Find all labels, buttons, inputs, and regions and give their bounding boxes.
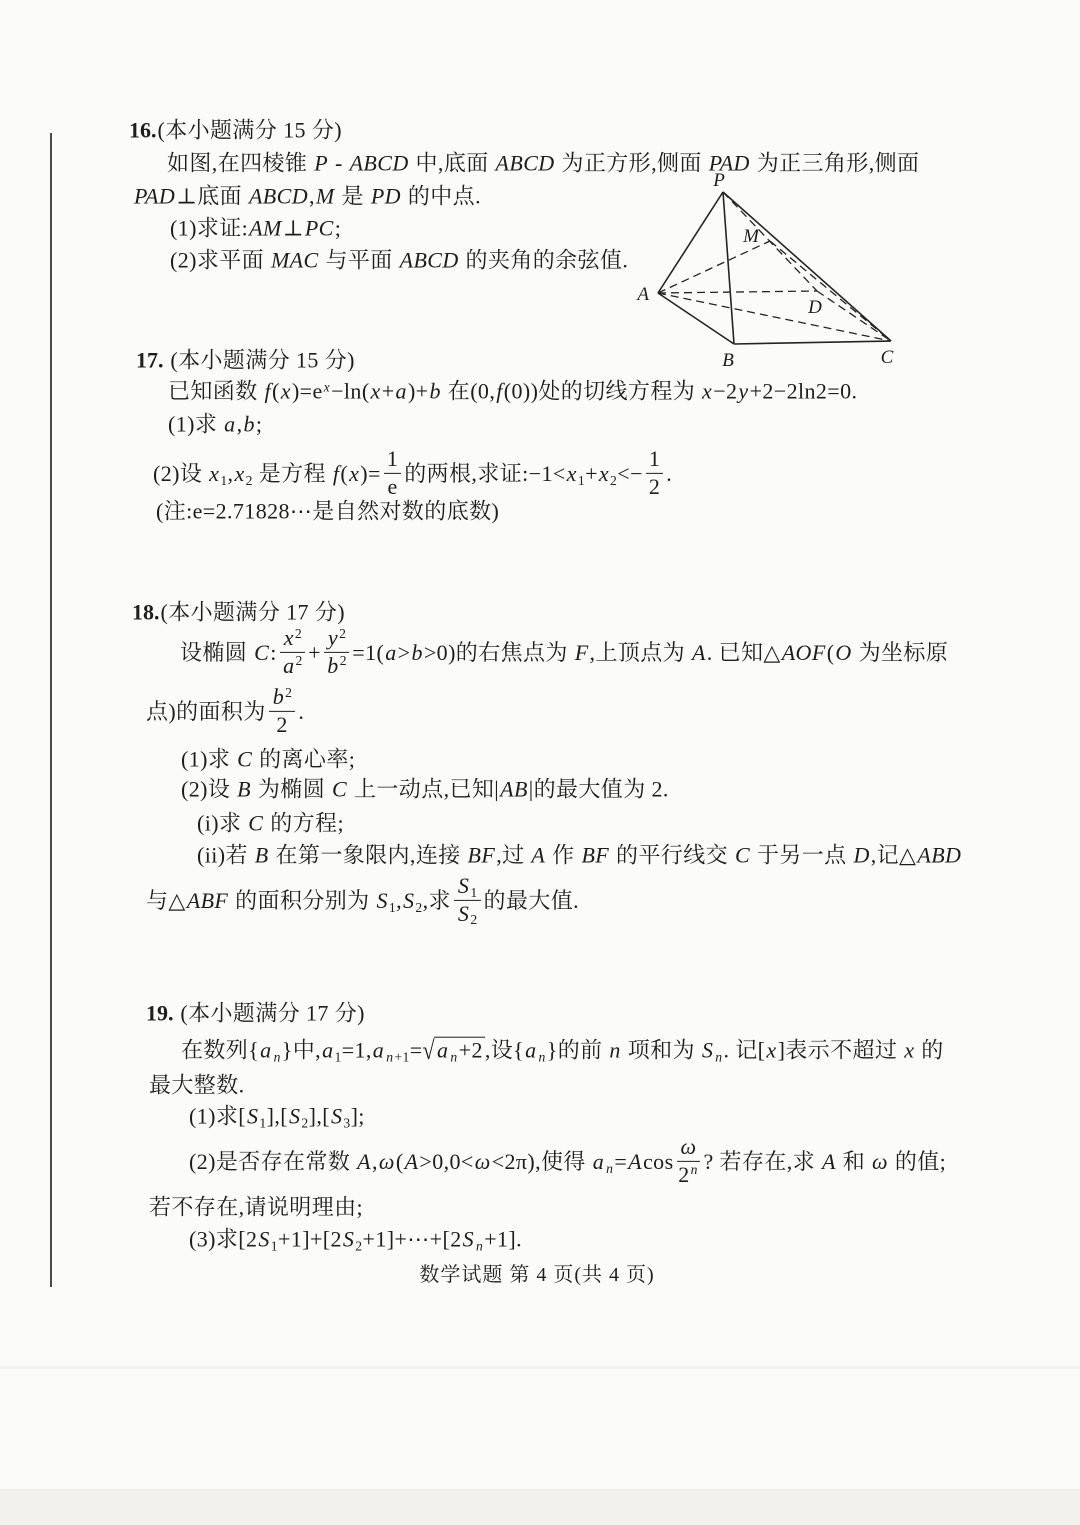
problem-18-part-2i: (i)求 C 的方程; [197,810,344,836]
problem-17-part-2: (2)设 $x_1,x_2$ 是方程 f(x)= $\frac{1}{e}$ 的两根,求证$:-1<x_1+x_2<-$ $\frac{1}{2}$ . [153,445,673,499]
problem-19-title: (本小题满分 17 分) [174,1000,365,1026]
problem-19-header [146,1000,365,1029]
problem-16-part-1: (1)求证:AM⊥PC; [170,215,342,241]
problem-18-part-2ii: (ii)若 B 在第一象限内,连接 BF,过 A 作 BF 的平行线交 C 于另一点 D,记△ABD [197,842,962,868]
vertex-label-d: D [808,297,822,318]
vertex-label-a: A [637,284,649,305]
problem-17-part-1: (1)求 a,b; [168,411,263,437]
solid-edges [658,192,891,344]
problem-17-title: (本小题满分 15 分) [164,347,355,373]
problem-16-line-2: PAD⊥底面 ABCD,M 是 PD 的中点. [134,183,481,209]
problem-16-part-2: (2)求平面 MAC 与平面 ABCD 的夹角的余弦值. [170,247,629,273]
problem-18-part-1: (1)求 C 的离心率; [181,746,356,772]
problem-19-line-5: 若不存在,请说明理由; [149,1194,364,1220]
pyramid-figure [636,170,908,370]
left-margin-rule [50,133,52,1287]
problem-16-title: (本小题满分 15 分) [157,117,342,143]
scan-artifact-band [0,1366,1080,1369]
problem-16-line-1: 如图,在四棱锥 P - ABCD 中,底面 ABCD 为正方形,侧面 PAD 为正三角形,侧面 [167,150,920,176]
scan-edge-shadow [0,1489,1080,1525]
vertex-label-m: M [743,226,759,247]
problem-16-header [129,117,342,146]
problem-18-number: 18. [132,599,160,625]
problem-17-header [136,347,355,376]
problem-18-line-7: 与△ABF 的面积分别为 $S_1,S_2$,求 $\frac{S_1}{S_2}$ 的最大值. [146,872,580,928]
problem-19-part-2: (2)是否存在常数 A,ω(A>0,0<ω<2π),使得 a $_n$=Acos $\frac{\omega}{2^n}$ ? 若存在,求 A 和 ω 的值; [189,1133,947,1187]
vertex-labels [636,170,894,370]
dashed-edges [658,192,891,341]
problem-19-part-1: (1)求$[S_1],[S_2],[S_3]$; [189,1103,365,1131]
problem-17-line-1: 已知函数 $f(x)=e^x-\ln(x+a)+b$ 在(0,f(0))处的切线方程为 x−2y+2−2ln2=0. [168,378,858,404]
problem-19-line-1: 在数列{a $_n$}中$,a_1=1,a$ $_{n+1}$=√a $_n$+2,设{a $_n$}的前 n 项和为 S $_n$. 记[x]表示不超过 x 的 [181,1035,944,1066]
page-footer: 数学试题 第 4 页(共 4 页) [419,1264,655,1286]
vertex-label-c: C [880,347,894,368]
vertex-label-b: B [722,350,734,370]
vertex-label-p: P [713,170,725,191]
problem-18-title: (本小题满分 17 分) [160,599,345,625]
problem-17-note: (注:e=2.71828⋯是自然对数的底数) [156,498,500,524]
problem-18-line-1: 设椭圆 C: $\frac{x^2}{a^2}$ + $\frac{y^2}{b^2}$ =1(a>b>0)的右焦点为 F,上顶点为 A. 已知△AOF(O 为坐标原 [180,624,949,678]
problem-19-number: 19. [146,1000,174,1026]
problem-17-number: 17. [136,347,164,373]
problem-16-number: 16. [129,117,157,143]
problem-18-line-2: 点)的面积为 $\frac{b^2}{2}$ . [146,683,305,737]
problem-18-part-2: (2)设 B 为椭圆 C 上一动点,已知|AB|的最大值为 2. [181,776,669,802]
problem-19-part-3: (3)求$[2S_1+1]+[2S_2+1]+\cdots+[2S$ $_n$+1]. [189,1226,523,1254]
problem-19-line-2: 最大整数. [149,1072,245,1098]
problem-18-header [132,599,345,628]
